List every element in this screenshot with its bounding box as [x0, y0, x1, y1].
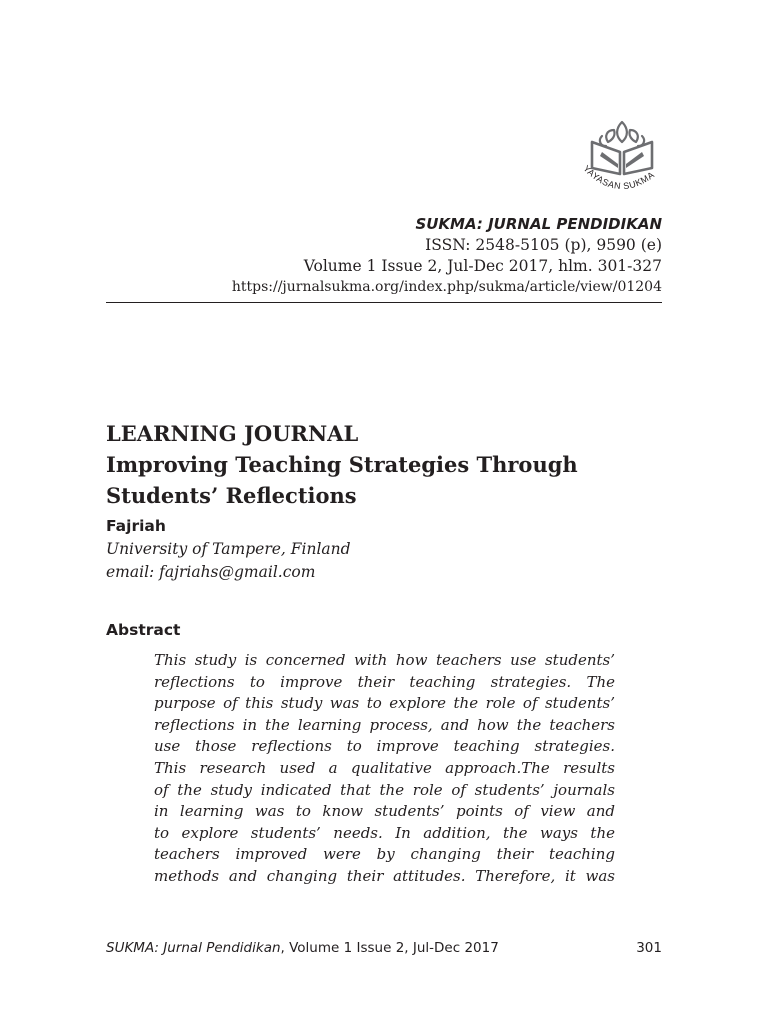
footer-citation — [106, 940, 499, 956]
abstract-line: reflections in the learning process, and how the teachers — [154, 715, 615, 734]
author-name: Fajriah — [106, 517, 166, 535]
journal-volume: Volume 1 Issue 2, Jul-Dec 2017, hlm. 301-327 — [303, 257, 662, 275]
abstract-line: methods and changing their attitudes. Therefore, it was — [154, 866, 615, 885]
abstract-body — [154, 650, 615, 888]
abstract-line: to explore students’ needs. In addition, the ways the — [154, 823, 615, 842]
title-line-2: Improving Teaching Strategies Through — [106, 452, 578, 477]
abstract-line: This research used a qualitative approach.The results — [154, 758, 615, 777]
abstract-line: reflections to improve their teaching strategies. The — [154, 672, 615, 691]
journal-name: SUKMA: JURNAL PENDIDIKAN — [415, 215, 662, 233]
journal-header — [232, 214, 662, 298]
title-line-1: LEARNING JOURNAL — [106, 421, 359, 446]
abstract-line: use those reflections to improve teaching strategies. — [154, 737, 615, 756]
yayasan-sukma-logo — [572, 116, 672, 202]
logo-text: YAYASAN SUKMA — [581, 163, 657, 192]
article-title — [106, 418, 666, 511]
page-footer — [106, 938, 662, 958]
footer-issue: , Volume 1 Issue 2, Jul-Dec 2017 — [280, 940, 499, 956]
abstract-line: of the study indicated that the role of students’ journals — [154, 780, 615, 799]
author-block — [106, 515, 351, 584]
abstract-heading: Abstract — [106, 621, 181, 639]
abstract-line: purpose of this study was to explore the role of students’ — [154, 694, 615, 713]
title-line-3: Students’ Reflections — [106, 483, 357, 508]
open-book-with-lotus-icon — [572, 116, 672, 202]
abstract-line: This study is concerned with how teachers use students’ — [154, 651, 615, 669]
footer-journal-name: SUKMA: Jurnal Pendidikan — [106, 940, 281, 956]
header-divider — [106, 302, 662, 303]
abstract-line: teachers improved were by changing their teaching — [154, 845, 615, 864]
author-affiliation: University of Tampere, Finland — [106, 540, 351, 558]
journal-issn: ISSN: 2548-5105 (p), 9590 (e) — [425, 236, 662, 254]
journal-url-link[interactable]: https://jurnalsukma.org/index.php/sukma/article/view/01204 — [231, 279, 662, 295]
page-number: 301 — [636, 940, 662, 956]
abstract-line: in learning was to know students’ points of view and — [154, 802, 615, 821]
author-email[interactable]: email: fajriahs@gmail.com — [106, 563, 316, 581]
